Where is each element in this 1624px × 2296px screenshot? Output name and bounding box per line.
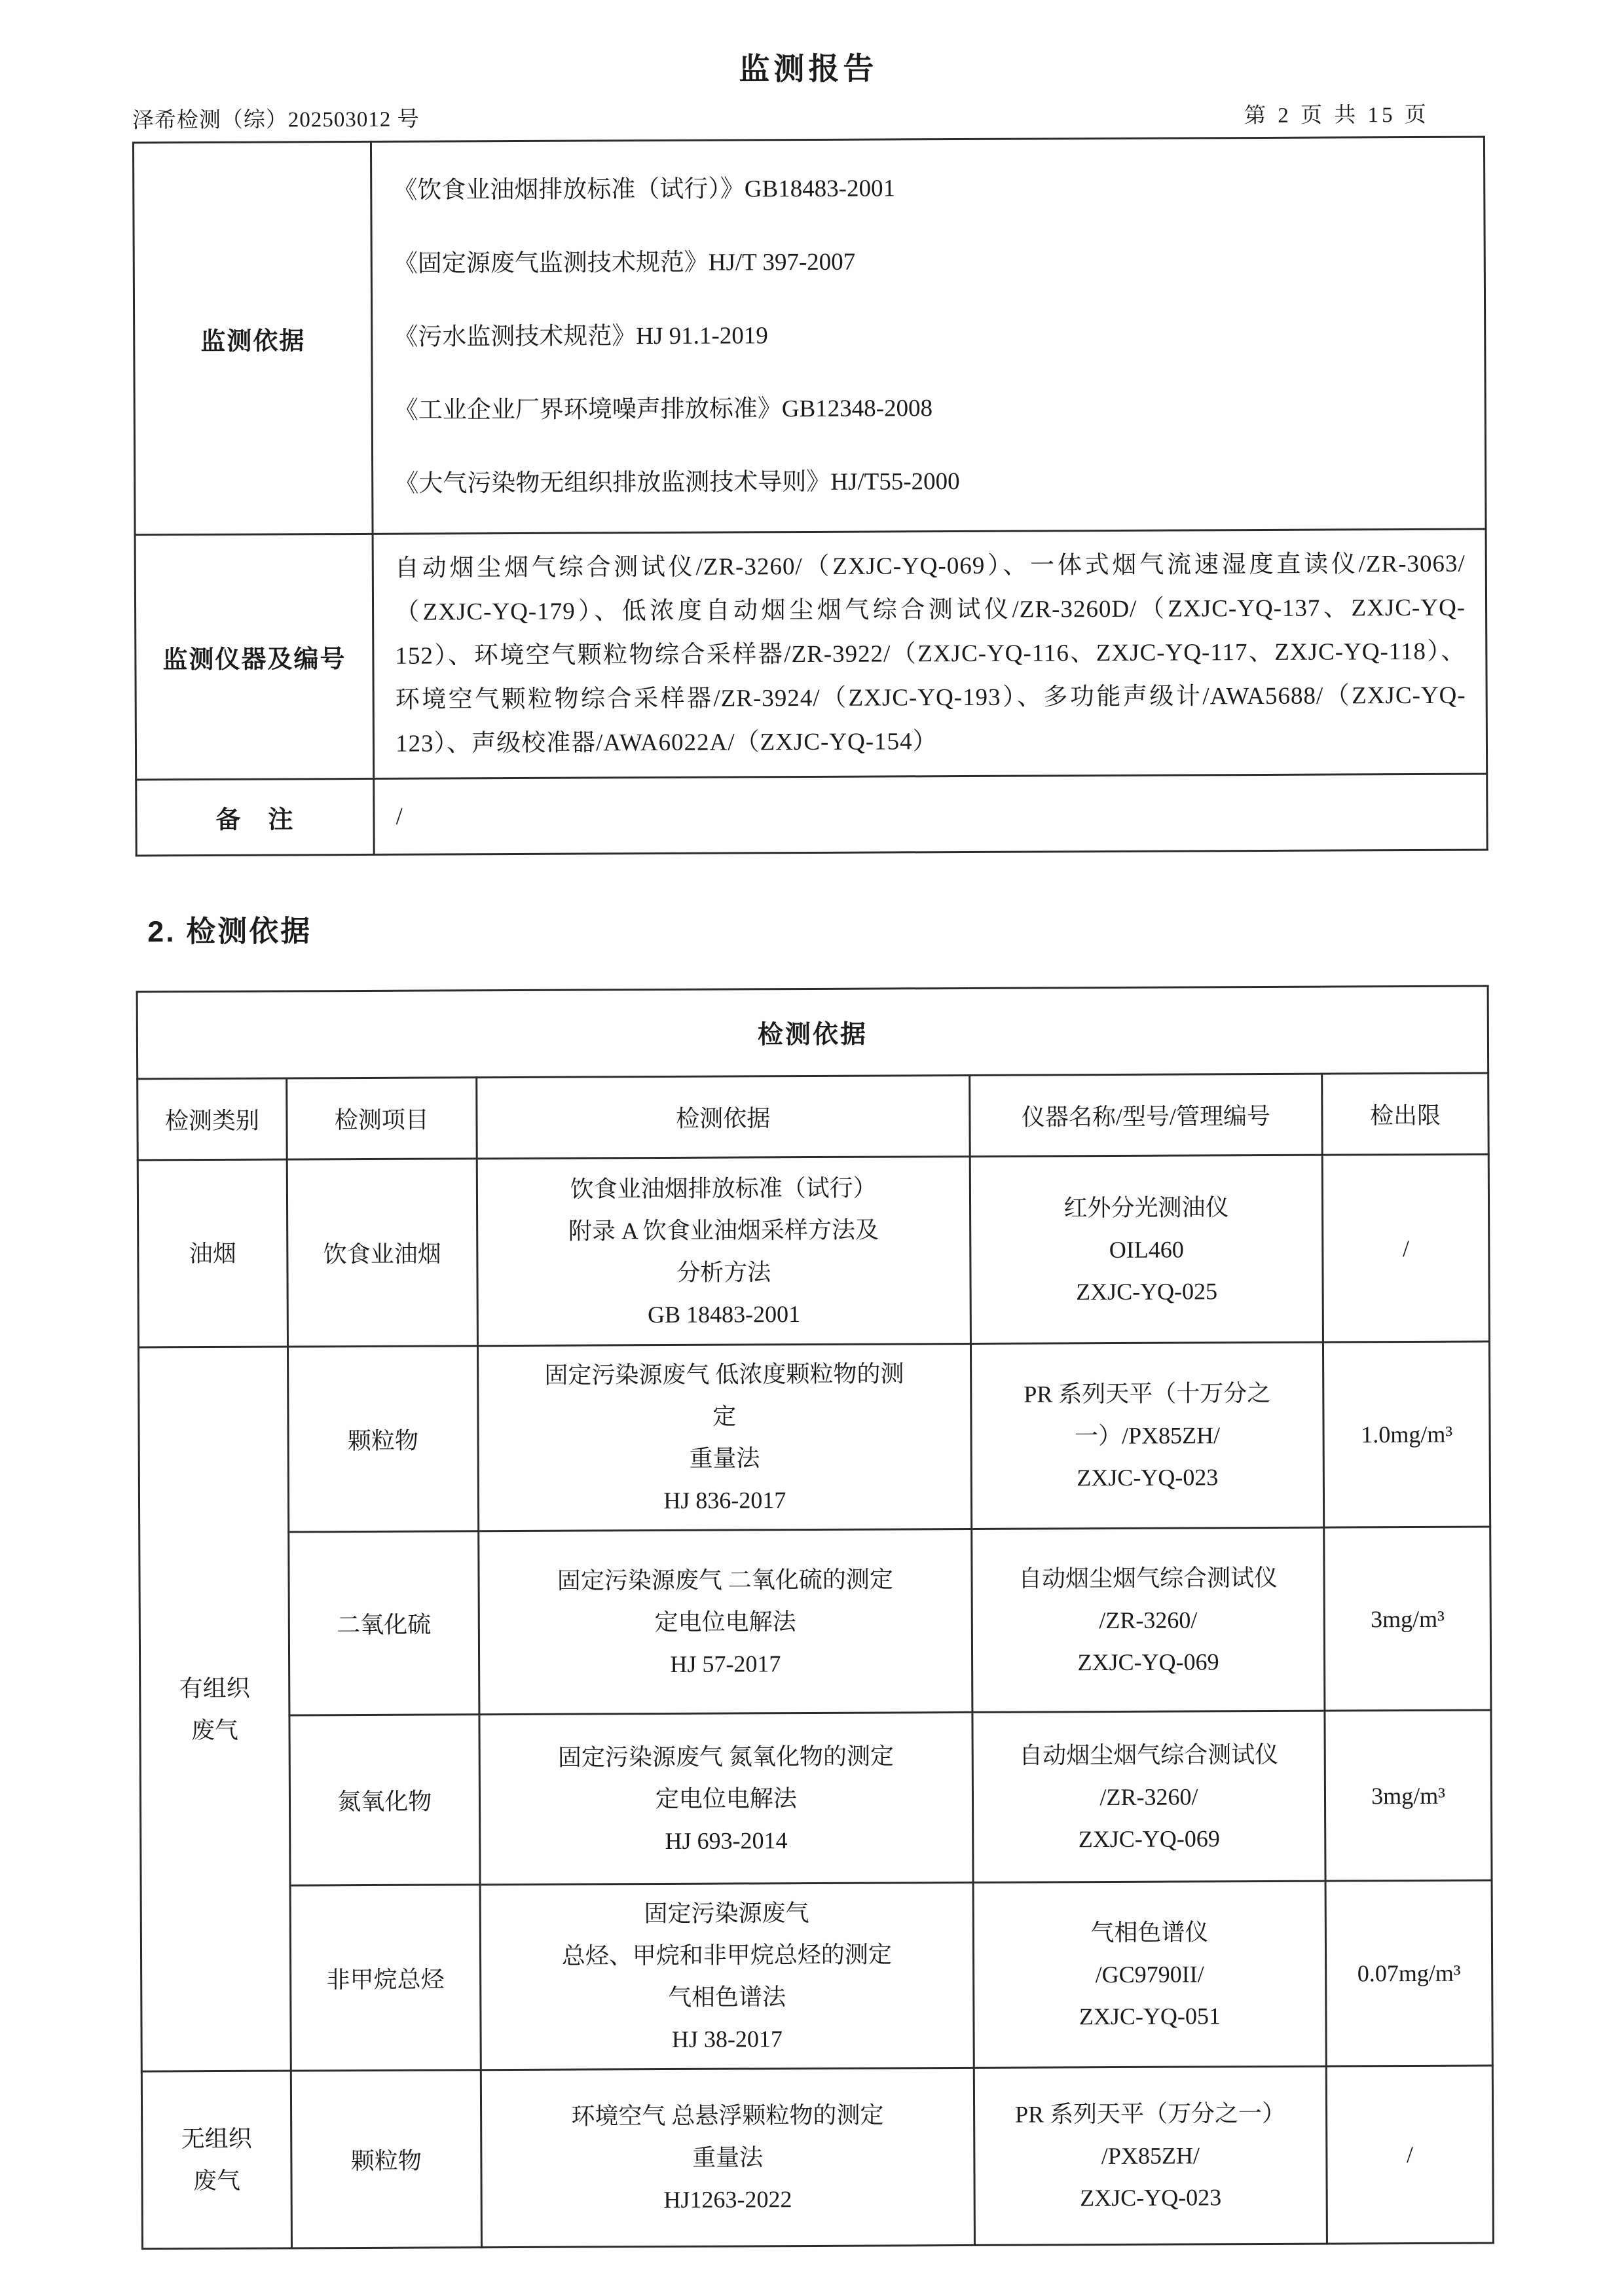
instrument-cell: PR 系列天平（十万分之 一）/PX85ZH/ ZXJC-YQ-023 — [970, 1342, 1324, 1529]
row-label-remarks: 备 注 — [136, 778, 375, 856]
basis-cell: 环境空气 总悬浮颗粒物的测定 重量法 HJ1263-2022 — [481, 2068, 974, 2247]
table-row-sulfur-dioxide — [139, 1527, 1491, 1716]
table-row-nitrogen-oxides — [140, 1710, 1492, 1886]
limit-cell: 3mg/m³ — [1325, 1710, 1492, 1881]
category-cell-unorganized-exhaust: 无组织 废气 — [141, 2071, 291, 2249]
detection-table-header-row — [138, 1073, 1489, 1160]
page-indicator: 第 2 页 共 15 页 — [1244, 103, 1430, 128]
row-label-instruments: 监测仪器及编号 — [135, 534, 374, 780]
limit-cell: / — [1327, 2066, 1494, 2244]
col-header-item: 检测项目 — [287, 1078, 477, 1159]
basis-cell: 固定污染源废气 总烃、甲烷和非甲烷总烃的测定 气相色谱法 HJ 38-2017 — [480, 1882, 974, 2069]
item-cell: 非甲烷总烃 — [290, 1885, 481, 2071]
limit-cell: / — [1322, 1154, 1489, 1342]
table-row-unorganized-particulates — [141, 2066, 1493, 2249]
row-label-monitoring-basis: 监测依据 — [133, 141, 373, 535]
basis-cell: 固定污染源废气 氮氧化物的测定 定电位电解法 HJ 693-2014 — [479, 1712, 973, 1884]
item-cell: 氮氧化物 — [289, 1715, 480, 1886]
basis-cell: 饮食业油烟排放标准（试行） 附录 A 饮食业油烟采样方法及 分析方法 GB 18483-2001 — [477, 1156, 970, 1345]
table-row-remarks — [136, 774, 1487, 856]
table-row-particulates — [138, 1341, 1490, 1533]
instrument-cell: PR 系列天平（万分之一） /PX85ZH/ ZXJC-YQ-023 — [974, 2066, 1327, 2245]
detection-table-title-row — [137, 986, 1488, 1079]
item-cell: 颗粒物 — [287, 1346, 478, 1532]
basis-cell: 固定污染源废气 二氧化硫的测定 定电位电解法 HJ 57-2017 — [479, 1529, 972, 1714]
category-cell-oil-fume: 油烟 — [138, 1159, 287, 1347]
category-cell-organized-exhaust: 有组织 废气 — [138, 1347, 291, 2071]
page-content — [132, 0, 1494, 2250]
table-row-nmhc — [141, 1880, 1492, 2071]
monitoring-basis-value: 《饮食业油烟排放标准（试行）》GB18483-2001 《固定源废气监测技术规范》HJ/T 397-2007 《污水监测技术规范》HJ 91.1-2019 《工业企业厂界环境噪声排放标准》GB12348-2008 《大气污染物无组织排放监测技术导则》HJ/T55-2000 — [371, 137, 1486, 534]
item-cell: 颗粒物 — [291, 2070, 481, 2248]
item-cell: 二氧化硫 — [289, 1531, 479, 1715]
page-title: 监测报告 — [739, 50, 878, 86]
remarks-value: / — [374, 774, 1487, 854]
table-row-instruments — [135, 529, 1487, 780]
detection-basis-table — [136, 985, 1494, 2250]
instrument-cell: 自动烟尘烟气综合测试仪 /ZR-3260/ ZXJC-YQ-069 — [971, 1527, 1325, 1712]
detection-table-title: 检测依据 — [137, 986, 1488, 1079]
instrument-cell: 红外分光测油仪 OIL460 ZXJC-YQ-025 — [970, 1155, 1323, 1343]
limit-cell: 1.0mg/m³ — [1323, 1341, 1490, 1527]
monitoring-info-table — [132, 136, 1488, 857]
basis-cell: 固定污染源废气 低浓度颗粒物的测 定 重量法 HJ 836-2017 — [477, 1343, 971, 1531]
instruments-value: 自动烟尘烟气综合测试仪/ZR-3260/（ZXJC-YQ-069）、一体式烟气流速湿度直读仪/ZR-3063/（ZXJC-YQ-179）、低浓度自动烟尘烟气综合测试仪/ZR-3260D/（ZXJC-YQ-137、ZXJC-YQ-152）、环境空气颗粒物综合采样器/ZR-3922/（ZXJC-YQ-116、ZXJC-YQ-117、ZXJC-YQ-118）、环境空气颗粒物综合采样器/ZR-3924/（ZXJC-YQ-193）、多功能声级计/AWA5688/（ZXJC-YQ-123）、声级校准器/AWA6022A/（ZXJC-YQ-154） — [373, 529, 1487, 778]
table-row-monitoring-basis — [133, 137, 1486, 535]
doc-number: 泽希检测（综）202503012 号 — [132, 107, 420, 133]
col-header-basis: 检测依据 — [476, 1075, 970, 1158]
instrument-cell: 自动烟尘烟气综合测试仪 /ZR-3260/ ZXJC-YQ-069 — [972, 1711, 1326, 1882]
col-header-instrument: 仪器名称/型号/管理编号 — [969, 1074, 1322, 1156]
limit-cell: 3mg/m³ — [1324, 1527, 1491, 1711]
instrument-cell: 气相色谱仪 /GC9790II/ ZXJC-YQ-051 — [973, 1881, 1327, 2068]
col-header-category: 检测类别 — [138, 1078, 287, 1160]
col-header-limit: 检出限 — [1322, 1073, 1488, 1155]
item-cell: 饮食业油烟 — [287, 1159, 477, 1347]
section-heading: 2. 检测依据 — [147, 914, 312, 949]
table-row-oil-fume — [138, 1154, 1489, 1347]
page-header — [132, 98, 1485, 134]
limit-cell: 0.07mg/m³ — [1325, 1880, 1492, 2066]
